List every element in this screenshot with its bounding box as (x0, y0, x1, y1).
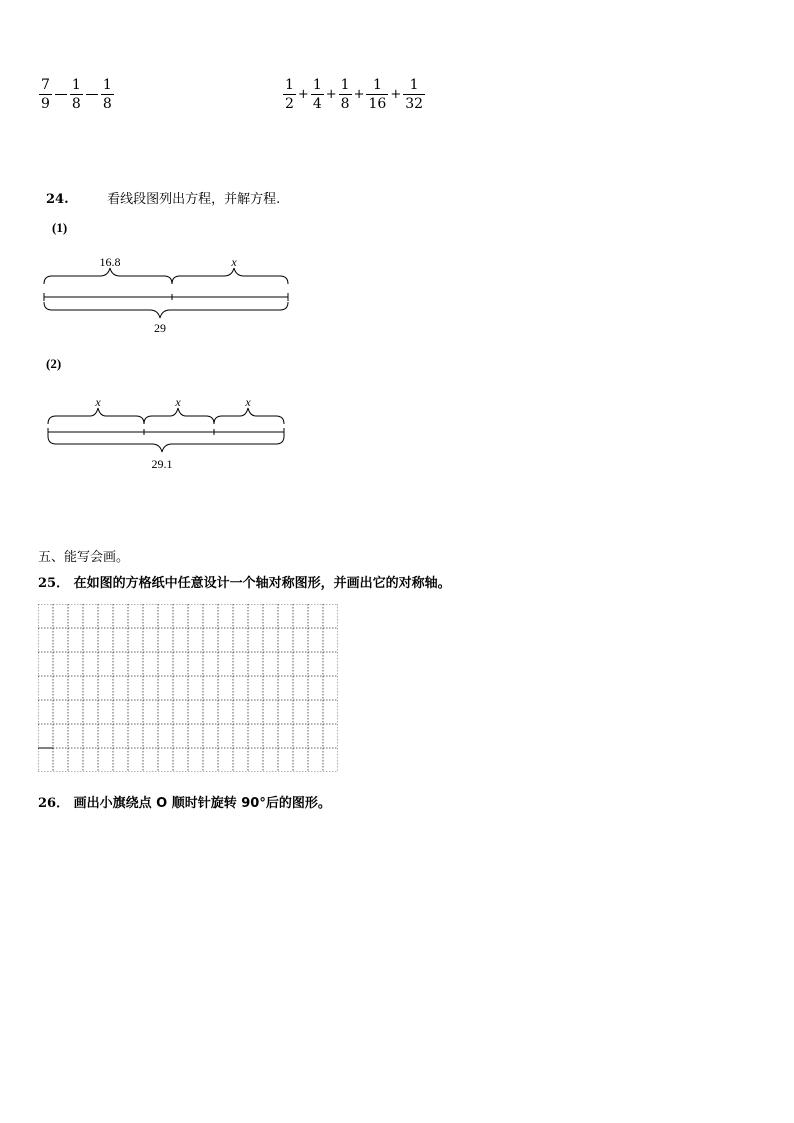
diagram-2-label: (2) (46, 356, 62, 371)
numerator: 1 (102, 77, 112, 93)
numerator: 1 (71, 77, 81, 93)
line-segment-diagram-2 (40, 396, 292, 476)
fraction (101, 78, 114, 111)
grid-paper[interactable] (38, 604, 338, 772)
numerator: 7 (41, 77, 50, 93)
fraction (366, 78, 388, 111)
top-label-1: x (95, 396, 101, 409)
denominator: 8 (102, 96, 112, 112)
fraction (339, 78, 352, 111)
top-right-label: x (231, 258, 237, 269)
minus-sign (86, 94, 98, 95)
expression-1 (38, 78, 115, 111)
top-brace-3 (214, 408, 284, 424)
section-title: 五、能写会画。 (38, 550, 130, 565)
plus-sign: + (390, 87, 402, 102)
top-brace-2 (144, 408, 214, 424)
question-number: 24. (46, 192, 69, 207)
bottom-label: 29 (154, 321, 166, 335)
top-brace-right (172, 268, 288, 284)
top-brace-left (44, 268, 172, 284)
question-26 (38, 792, 331, 811)
numerator: 1 (340, 77, 350, 93)
question-text: 在如图的方格纸中任意设计一个轴对称图形，并画出它的对称轴。 (73, 576, 451, 591)
plus-sign: + (297, 87, 309, 102)
denominator: 4 (312, 96, 322, 112)
bottom-brace (44, 302, 288, 318)
numerator: 1 (372, 77, 382, 93)
denominator: 2 (285, 96, 294, 112)
numerator: 1 (312, 77, 322, 93)
top-label-3: x (245, 396, 251, 409)
question-text: 看线段图列出方程，并解方程. (107, 192, 281, 207)
numerator: 1 (285, 77, 294, 93)
diagram-1-label: (1) (52, 220, 68, 235)
question-number: 25． (38, 576, 70, 591)
minus-sign (55, 94, 67, 95)
top-label-2: x (175, 396, 181, 409)
numerator: 1 (409, 77, 419, 93)
bottom-brace (48, 436, 284, 452)
line-segment-diagram-1 (38, 258, 294, 338)
top-brace-1 (48, 408, 144, 424)
bottom-label: 29.1 (151, 457, 173, 471)
denominator: 16 (368, 96, 387, 112)
plus-sign: + (325, 87, 337, 102)
denominator: 8 (71, 96, 81, 112)
question-number: 26． (38, 796, 70, 811)
fraction (39, 78, 52, 111)
fraction (311, 78, 324, 111)
fraction (403, 78, 425, 111)
fraction (283, 78, 296, 111)
fraction (70, 78, 83, 111)
top-left-label: 16.8 (99, 258, 121, 269)
denominator: 9 (41, 96, 50, 112)
question-text: 画出小旗绕点 O 顺时针旋转 90°后的图形。 (73, 796, 331, 811)
expression-2 (282, 78, 426, 111)
denominator: 8 (340, 96, 350, 112)
question-24 (46, 188, 280, 207)
plus-sign: + (353, 87, 365, 102)
denominator: 32 (405, 96, 424, 112)
question-25 (38, 572, 451, 591)
